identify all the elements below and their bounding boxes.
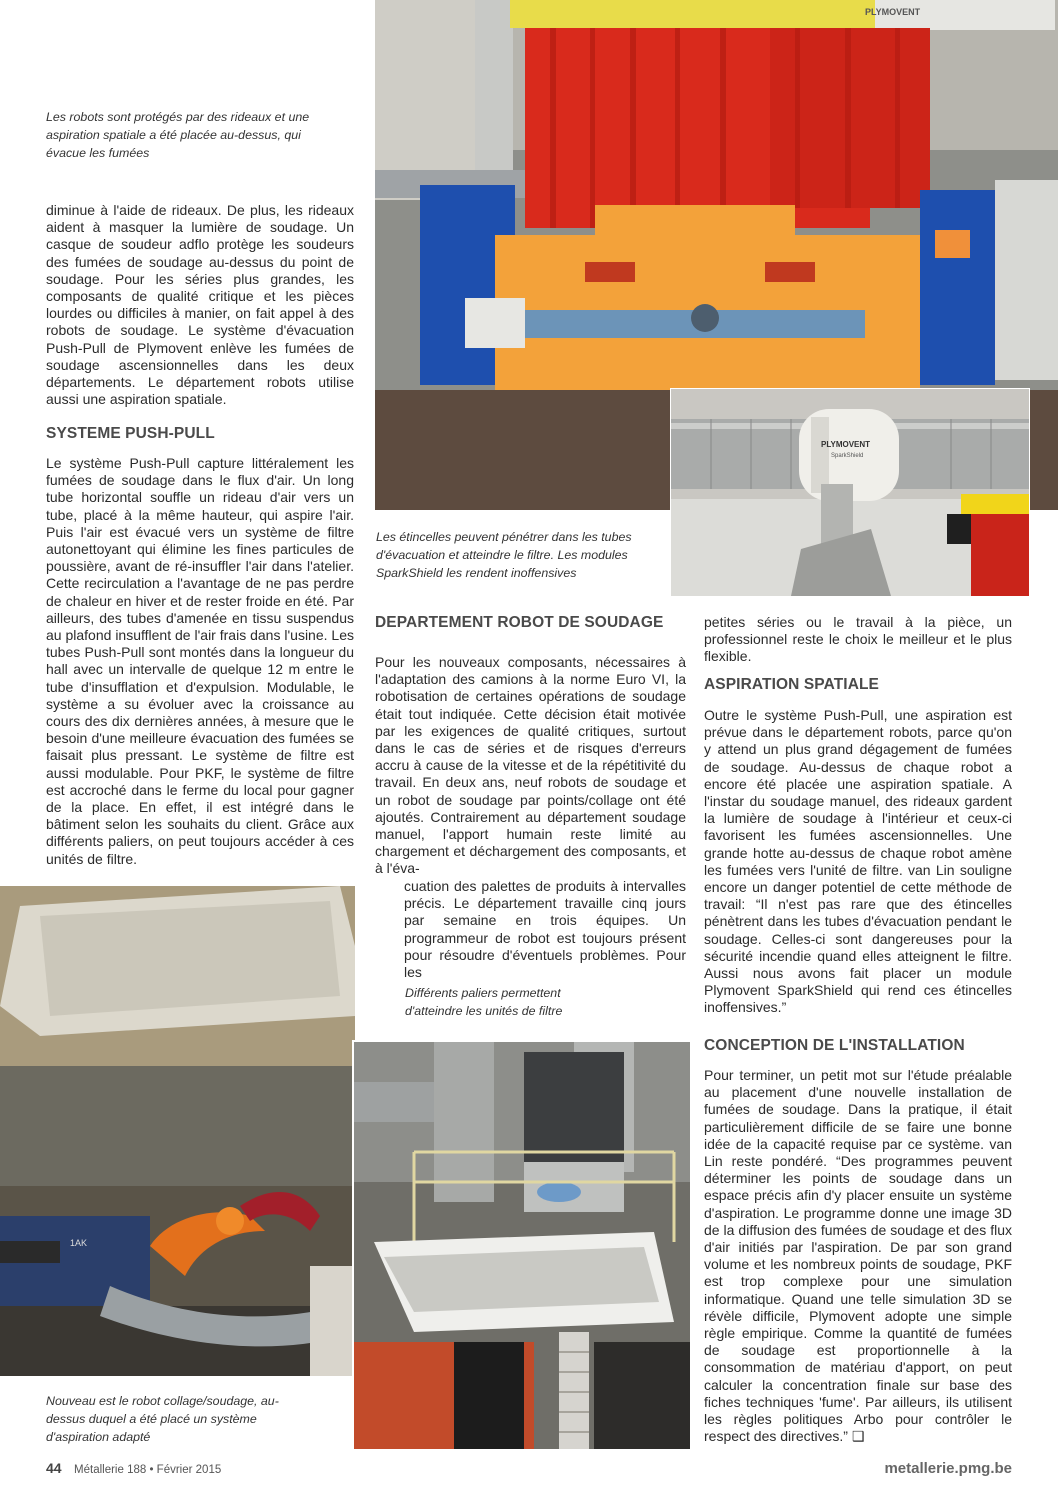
photo-filter-platform [352,1040,692,1451]
photo-brand-top: PLYMOVENT [865,7,921,17]
photo-sparkshield-duct [670,388,1030,597]
footer [46,1460,1012,1484]
page-number: 44 [46,1460,62,1476]
col3-intro-paragraph: petites séries ou le travail à la pièce, un professionnel reste le choix le meilleur et le plus flexible. [704,614,1012,665]
heading-robot-department: DEPARTEMENT ROBOT DE SOUDAGE [375,614,664,631]
col3-aspiration-paragraph: Outre le système Push-Pull, une aspiration est prévue dans le département robots, parce qu'on y attend un plus grand dégagement de fumées de soudage. Au-dessus de chaque robot a encore été placée une aspiration spatiale. A l'instar du soudage manuel, des rideaux gardent la lumière de soudage à l'intérieur et ceux-ci favorisent les fumées ascensionnelles. Une grande hotte au-dessus de chaque robot amène les fumées vers l'unité de filtre. van Lin souligne encore un danger potentiel de cette méthode de travail: “Il n'est pas rare que des étincelles pénètrent dans les tubes d'évacuation pendant le soudage. Celles-ci sont dangereuses pour la sécurité incendie quand elles atteignent le filtre. Aussi nous avons fait placer un module Plymovent SparkShield qui rend ces étincelles inoffensives.” [704,707,1012,1016]
magazine-issue: Métallerie 188 • Février 2015 [74,1464,222,1476]
photo-glue-weld-robot [0,886,355,1376]
col2-paragraph-b: cuation des palettes de produits à intervalles précis. Le département travaille cinq jours par semaine en trois équipes. Un programmeur de robot est toujours présent pour résoudre d'éventuels problèmes. Pour les [404,878,686,981]
duct-sub-label: SparkShield [831,453,864,459]
duct-brand-label: PLYMOVENT [821,440,871,449]
caption-filter-levels: Différents paliers permettent d'atteindre les unités de filtre [405,986,563,1018]
col3-conception-paragraph: Pour terminer, un petit mot sur l'étude préalable au placement d'une nouvelle installation de fumées de soudage. Dans la pratique, il était particulièrement difficile de se faire une bonne idée de la capacité requise par ce système. van Lin reste pondéré. “Des programmes peuvent déterminer les points de soudage dans un espace précis afin d'y placer ensuite un système d'aspiration. Le programme donne une image 3D de la diffusion des fumées de soudage et des flux d'air initiés par l'aspiration. De par son grand volume et les nombreux points de soudage, PKF est trop complexe pour une simulation informatique. Quand une telle simulation 3D se révèle difficile, Plymovent adopte une simple règle empirique. Comme la quantité de fumées de soudage est proportionnelle à la consommation de matériau d'apport, on peut calculer la concentration finale sur base des fiches techniques 'fume'. Par ailleurs, ils utilisent les règles politiques Arbo pour contrôler le respect des directives.” ❑ [704,1067,1012,1445]
caption-robot: Nouveau est le robot collage/soudage, au-dessus duquel a été placé un système d'aspiration adapté [46,1394,279,1444]
photo-robot-graphic [0,886,355,1376]
robot-photo-label: 1AK [70,1238,88,1248]
caption-sparks: Les étincelles peuvent pénétrer dans les tubes d'évacuation et atteindre le filtre. Les modules SparkShield les rendent inoffensives [376,530,632,580]
heading-aspiration-spatiale: ASPIRATION SPATIALE [704,676,879,693]
photo-platform-graphic [354,1042,690,1449]
photo-duct-graphic [671,389,1029,596]
col1-intro-paragraph: diminue à l'aide de rideaux. De plus, les rideaux aident à masquer la lumière de soudage. Un casque de soudeur adflo protège les soudeurs des fumées de soudage au-dessus du point de soudage. Pour les séries plus grandes, les composants de qualité critique et les pièces lourdes ou difficiles à manier, on fait appel à des robots de soudage. Le système d'évacuation Push-Pull de Plymovent enlève les fumées de soudage ascensionnelles dans les deux départements. Le département robots utilise aussi une aspiration spatiale. [46,202,354,408]
col2-paragraph-a: Pour les nouveaux composants, nécessaires à l'adaptation des camions à la norme Euro VI, la robotisation de certaines opérations de soudage était tout indiquée. Cette décision était motivée par les exigences de qualité critiques, surtout dans le cas de séries et de risques d'erreurs accru à cause de la vitesse et de la répétitivité du travail. En deux ans, neuf robots de soudage et un robot de soudage par points/collage ont été ajoutés. Contrairement au département soudage manuel, l'apport humain reste limité au chargement et déchargement des composants, et à l'éva- [375,654,686,877]
col1-push-pull-paragraph: Le système Push-Pull capture littéralement les fumées de soudage dans le flux d'air. Un long tube horizontal souffle un rideau d'air vers un tube, placé à la même hauteur, qui aspire l'air. Puis l'air est évacué vers un système de filtre autonettoyant qui élimine les fines particules de poussière, avant de ré-insuffler l'air dans l'atelier. Cette recirculation a l'avantage de ne pas perdre de chaleur en hiver et de rester froide en été. Par ailleurs, des tubes d'amenée en tissu suspendus au plafond insufflent de l'air frais dans l'usine. Les tubes Push-Pull sont montés dans la longueur du hall avec un intervalle de quelque 12 m entre le tube d'insufflation et d'expulsion. Modulable, le système a su évoluer avec la croissance au cours des dix dernières années, à mesure que le besoin d'une meilleure évacuation des fumées se faisait plus pressant. Le système de filtre est aussi modulable. Pour PKF, le système de filtre est accroché dans le ferme du local pour gagner de la place. En effet, il est intégré dans le bâtiment selon les souhaits du client. Grâce aux différents paliers, on peut toujours accéder à ces unités de filtre. [46,455,354,867]
caption-top-photo: Les robots sont protégés par des rideaux et une aspiration spatiale a été placée au-dessus, qui évacue les fumées [46,110,310,160]
magazine-url-link[interactable]: metallerie.pmg.be [884,1460,1012,1477]
heading-conception: CONCEPTION DE L'INSTALLATION [704,1037,965,1054]
heading-push-pull: SYSTEME PUSH-PULL [46,425,215,442]
